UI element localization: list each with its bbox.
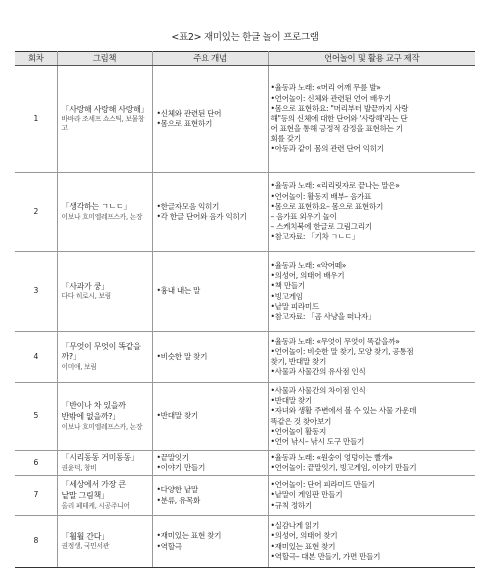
activity-item: •율동과 노래: «악어떼» [270,260,347,270]
book-author: 이미애, 보림 [61,363,97,372]
activity-item: •율동과 노래: «머리 어깨 무릎 발» [270,83,381,93]
book-cell [57,66,152,173]
table-row [15,451,475,476]
session-number: 2 [15,173,57,252]
book-cell [57,173,152,252]
concept-item: •끝말잇기 [156,452,189,462]
table-row [15,66,475,173]
session-number: 7 [15,476,57,516]
book-title: 「사랑해 사랑해 사랑해」 [61,104,149,114]
activity-item: 찾기, 반대말 찾기 [270,357,327,366]
activity-item: •재미있는 표현 찾기 [270,541,336,551]
book-author: 바바라 조세프 쇼스틱, 보물창고 [61,115,145,133]
table-row [15,332,475,383]
activity-item: •몸으로 표현하요: "머리부터 발끝까지 사랑 [270,103,409,113]
book-cell [57,476,152,516]
header-language-play: 언어놀이 및 활용 교구 제작 [268,52,475,66]
concept-cell [152,252,268,332]
book-author: 다다 히로시, 보림 [61,292,111,301]
activity-cell [268,476,475,516]
activity-cell [268,332,475,383]
concept-item: •역할극 [156,541,182,551]
activity-cell [268,383,475,451]
concept-item: •각 한글 단어와 음가 익히기 [156,212,247,221]
table-row [15,383,475,451]
activity-item: •의성어, 의태어 찾기 [270,531,338,541]
session-number: 1 [15,66,57,173]
activity-item: •언어 낚시– 낚시 도구 만들기 [270,436,365,446]
concept-item: •한글자모음 익히기 [156,201,220,211]
activity-item: •율동과 노래: «리리릿자로 끝나는 말은» [270,181,400,191]
book-title: 「세상에서 가장 큰 [61,480,126,490]
concept-cell [152,332,268,383]
concept-cell [152,173,268,252]
activity-item: •참고자료: 「곰 사냥을 떠나자」 [270,311,376,321]
table-title: <표2> 재미있는 한글 놀이 프로그램 [171,32,319,43]
activity-item: •몸으로 표현하요– 몸으로 표현하기 [270,201,384,211]
concept-cell [152,66,268,173]
header-row [15,52,475,66]
concept-item: •반대말 찾기 [156,411,198,421]
book-cell [57,252,152,332]
header-main-concept: 주요 개념 [152,52,268,66]
concept-item: •비슷한 말 찾기 [156,351,208,361]
session-number: 6 [15,451,57,476]
activity-cell [268,66,475,173]
header-session: 회차 [15,52,57,66]
activity-item: 어 표현을 통해 긍정적 감정을 표현하는 기 [270,124,403,134]
book-title: 반밖에 없을까?」 [61,411,120,421]
concept-cell [152,383,268,451]
concept-item: •분류, 유목화 [156,495,201,505]
book-author: 이보나 흐미엘레프스카, 논장 [61,422,143,431]
activity-item: •사물과 사물간의 차이점 인식 [270,385,366,395]
activity-item: •언어놀이 활동지 [270,426,327,436]
book-title: 「훨훨 간다」 [61,531,109,541]
activity-item: •자녀와 생활 주변에서 볼 수 있는 사물 가운데 [270,406,417,416]
activity-item: 똑같은 것 찾아보기 [270,416,332,426]
activity-item: •사물과 사물간의 유사점 인식 [270,367,366,377]
table-row [15,173,475,252]
header-picture-book: 그림책 [57,52,152,66]
activity-item: •낱말 피라미드 [270,301,320,311]
activity-item: •반대말 찾기 [270,396,312,406]
activity-item: •언어놀이: 신체와 관련된 언어 배우기 [270,93,391,103]
concept-item: •재미있는 표현 찾기 [156,531,222,541]
book-cell [57,332,152,383]
concept-cell [152,476,268,516]
activity-item: – 스케치북에 한글로 그림그리기 [270,222,372,232]
concept-item: •몸으로 표현하기 [156,119,213,128]
activity-cell [268,516,475,568]
book-title: 「무엇이 무엇이 똑같을까?」 [61,341,141,362]
activity-item: •역할극– 대본 만들기, 가면 만들기 [270,551,381,561]
concept-cell [152,516,268,568]
activity-item: 해"등의 신체에 대한 단어와 '사랑해'라는 단 [270,113,408,123]
activity-item: •책 만들기 [270,281,305,291]
activity-item: •빙고게임 [270,291,303,301]
activity-item: •규칙 정하기 [270,500,312,510]
book-title: 「시리동동 거미동동」 [61,453,139,463]
activity-cell [268,451,475,476]
book-title: 「반이나 차 있을까 [61,401,126,411]
session-number: 4 [15,332,57,383]
activity-item: •실감나게 읽기 [270,521,320,531]
book-cell [57,383,152,451]
activity-item: – 음가표 외우기 놀이 [270,212,337,221]
activity-item: 회를 갖기 [270,134,301,144]
table-row [15,252,475,332]
concept-item: •흉내 내는 말 [156,286,201,296]
activity-item: •언어놀이: 비슷한 말 찾기, 모양 찾기, 공통점 [270,346,414,356]
activity-item: •언어놀이: 활동지 배부– 음가표 [270,191,372,201]
book-author: 권정생, 국민서관 [61,542,110,551]
activity-cell [268,252,475,332]
book-author: 이보나 흐미엘레프스카, 논장 [61,212,143,221]
activity-item: •의성어, 의태어 배우기 [270,271,345,281]
book-author: 권윤덕, 창비 [61,463,97,472]
book-author: 올리 페테케, 시공주니어 [61,501,130,510]
session-number: 5 [15,383,57,451]
book-cell [57,451,152,476]
concept-item: •이야기 만들기 [156,463,206,472]
activity-item: •참고자료: 「기차 ㄱㄴㄷ」 [270,232,360,242]
book-cell [57,516,152,568]
book-title: 「사과가 쿵」 [61,281,109,291]
activity-item: •아동과 같이 몸의 관련 단어 익히기 [270,144,384,154]
activity-item: •언어놀이: 끝말잇기, 빙고게임, 이야기 만들기 [270,463,417,472]
concept-item: •신체와 관련된 단어 [156,108,222,118]
activity-item: •율동과 노래: «무엇이 무엇이 똑같을까» [270,336,400,346]
book-title: 낱말 그림책」 [61,490,109,500]
activity-item: •언어놀이: 단어 피라미드 만들기 [270,480,375,490]
concept-item: •다양한 낱말 [156,485,198,495]
session-number: 3 [15,252,57,332]
activity-item: •율동과 노래: «원숭이 엉덩이는 빨개» [270,452,393,462]
table-row [15,516,475,568]
activity-item: •낱말이 게임판 만들기 [270,490,343,500]
table-row [15,476,475,516]
session-number: 8 [15,516,57,568]
activity-cell [268,173,475,252]
book-title: 「생각하는 ㄱㄴㄷ」 [61,202,132,212]
concept-cell [152,451,268,476]
program-table [15,51,475,568]
